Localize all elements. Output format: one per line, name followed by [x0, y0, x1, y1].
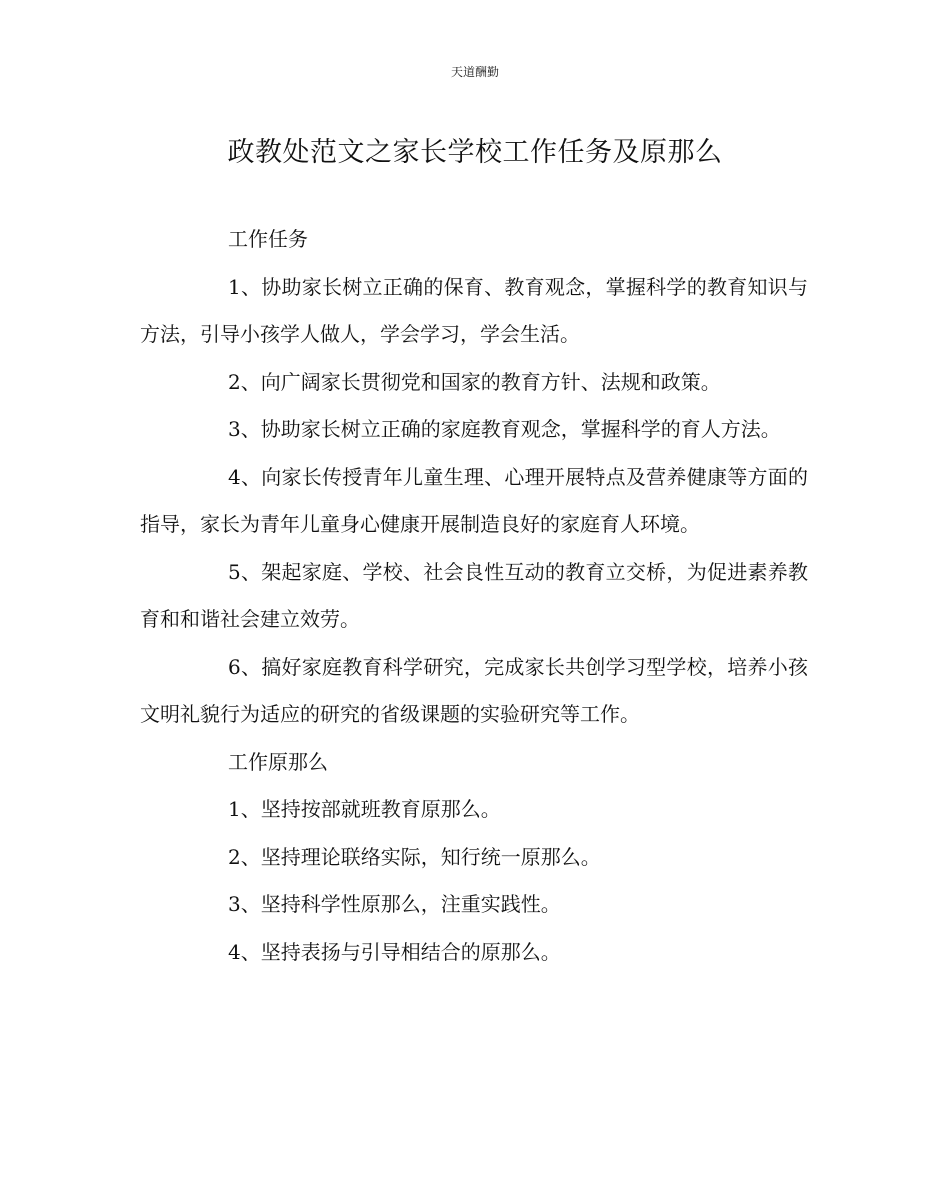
section-heading-tasks: 工作任务 — [228, 227, 308, 251]
document-body — [140, 216, 808, 976]
task-item-4: 4、向家长传授青年儿童生理、心理开展特点及营养健康等方面的指导，家长为青年儿童身心健康开展制造良好的家庭育人环境。 — [140, 464, 808, 536]
principle-item-4: 4、坚持表扬与引导相结合的原那么。 — [228, 939, 561, 964]
task-item-2: 2、向广阔家长贯彻党和国家的教育方针、法规和政策。 — [228, 369, 721, 394]
task-item-5: 5、架起家庭、学校、社会良性互动的教育立交桥，为促进素养教育和和谐社会建立效劳。 — [140, 559, 808, 631]
principle-item-3: 3、坚持科学性原那么，注重实践性。 — [228, 892, 561, 916]
document-title: 政教处范文之家长学校工作任务及原那么 — [227, 137, 723, 168]
principle-item-1: 1、坚持按部就班教育原那么。 — [228, 797, 501, 821]
task-item-6: 6、搞好家庭教育科学研究，完成家长共创学习型学校，培养小孩文明礼貌行为适应的研究的省级课题的实验研究等工作。 — [140, 654, 808, 726]
task-item-3: 3、协助家长树立正确的家庭教育观念，掌握科学的育人方法。 — [228, 417, 781, 441]
principle-item-2: 2、坚持理论联络实际，知行统一原那么。 — [228, 844, 601, 869]
page-header: 天道酬勤 — [450, 65, 499, 79]
section-heading-principles: 工作原那么 — [228, 749, 328, 774]
task-item-1: 1、协助家长树立正确的保育、教育观念，掌握科学的教育知识与方法，引导小孩学人做人，学会学习，学会生活。 — [140, 274, 808, 346]
